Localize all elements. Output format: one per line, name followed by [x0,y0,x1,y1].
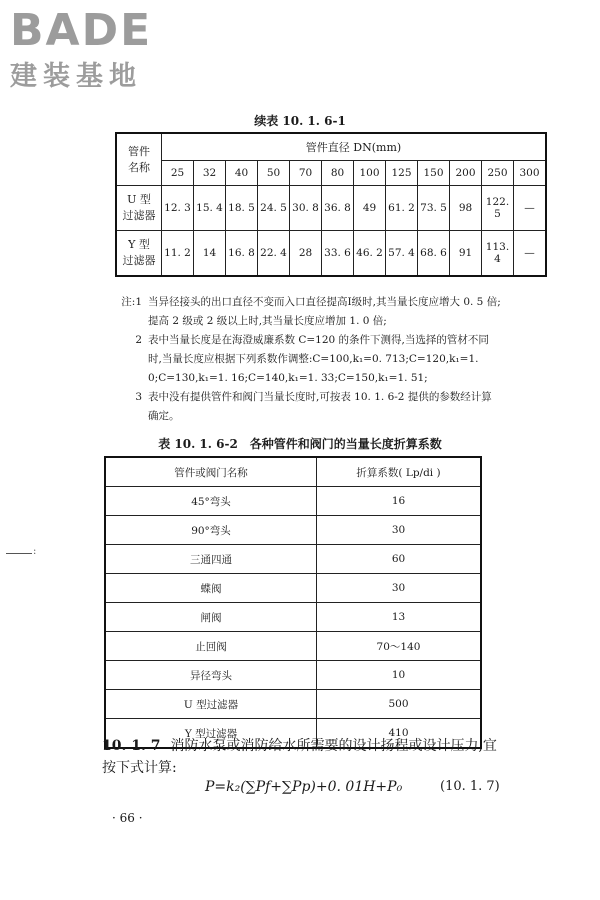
item-name: 止回阀 [105,632,317,661]
item-value: 70～140 [317,632,482,661]
logo-subtitle: 建装基地 [10,61,142,92]
value-cell: 11. 2 [162,231,194,277]
diameter-cell: 150 [418,161,450,186]
value-cell: 36. 8 [322,186,354,231]
value-cell: — [514,186,547,231]
item-value: 13 [317,603,482,632]
section-number: 10. 1. 7 [102,738,161,754]
col1-header: 管件 名称 [116,133,162,186]
diameter-cell: 80 [322,161,354,186]
item-value: 16 [317,487,482,516]
value-cell: 16. 8 [226,231,258,277]
value-cell: 22. 4 [258,231,290,277]
diameter-cell: 200 [450,161,482,186]
table-row [105,690,481,719]
note-item [116,388,502,426]
value-cell: 33. 6 [322,231,354,277]
logo [10,5,153,94]
table2-caption: 表 10. 1. 6-2 各种管件和阀门的当量长度折算系数 [158,437,442,451]
row-name: U 型 过滤器 [116,186,162,231]
value-cell: 61. 2 [386,186,418,231]
value-cell: 113. 4 [482,231,514,277]
value-cell: 91 [450,231,482,277]
note-number: 2 [135,334,142,346]
item-name: 异径弯头 [105,661,317,690]
diameter-cell: 300 [514,161,547,186]
item-name: Y 型过滤器 [105,719,317,749]
fitting-length-table [115,132,547,277]
row-name: Y 型 过滤器 [116,231,162,277]
table-row [105,487,481,516]
conversion-coefficient-table [104,456,482,749]
diameter-cell: 100 [354,161,386,186]
table-row [105,603,481,632]
section-text: 消防水泵或消防给水所需要的设计扬程或设计压力,宜按下式计算: [102,738,497,776]
note-number: 3 [135,391,142,403]
note-number: 注:1 [121,296,142,308]
note-text: 表中当量长度是在海澄威廉系数 C=120 的条件下测得,当选择的管材不同时,当量长度应根据下列系数作调整:C=100,k₁=0. 713;C=120,k₁=1. 0;C=130,k₁=1. 16;C=140,k₁=1. 33;C=150,k₁=1. 51; [148,334,489,384]
table-row [116,231,546,277]
value-cell: 46. 2 [354,231,386,277]
item-name: 三通四通 [105,545,317,574]
item-value: 30 [317,574,482,603]
diameter-cell: 32 [194,161,226,186]
diameter-cell: 250 [482,161,514,186]
value-cell: 12. 3 [162,186,194,231]
value-cell: 14 [194,231,226,277]
value-cell: 49 [354,186,386,231]
item-value: 60 [317,545,482,574]
formula: P=k₂(∑Pf+∑Pp)+0. 01H+P₀ [205,779,403,795]
note-item [116,331,502,388]
item-name: U 型过滤器 [105,690,317,719]
item-value: 500 [317,690,482,719]
item-value: 410 [317,719,482,749]
table1-caption: 续表 10. 1. 6-1 [254,114,346,128]
table-row [105,632,481,661]
diameter-cell: 125 [386,161,418,186]
equation-number: (10. 1. 7) [440,779,500,794]
value-cell: 122. 5 [482,186,514,231]
item-name: 90°弯头 [105,516,317,545]
section-paragraph [102,735,502,779]
note-item [116,293,502,331]
value-cell: — [514,231,547,277]
table-row [105,516,481,545]
table-notes [116,293,502,426]
table-header-row [105,457,481,487]
item-name: 45°弯头 [105,487,317,516]
item-name: 蝶阀 [105,574,317,603]
note-text: 表中没有提供管件和阀门当量长度时,可按表 10. 1. 6-2 提供的参数经计算确定。 [148,391,492,422]
item-name: 闸阀 [105,603,317,632]
header-cell: 折算系数( Lp/di ) [317,457,482,487]
diameter-header: 管件直径 DN(mm) [162,133,547,161]
table-row [105,545,481,574]
value-cell: 28 [290,231,322,277]
value-cell: 18. 5 [226,186,258,231]
diameter-cell: 70 [290,161,322,186]
value-cell: 73. 5 [418,186,450,231]
edge-marks: : [33,546,37,557]
value-cell: 24. 5 [258,186,290,231]
value-cell: 98 [450,186,482,231]
header-cell: 管件或阀门名称 [105,457,317,487]
item-value: 10 [317,661,482,690]
item-value: 30 [317,516,482,545]
diameter-cell: 40 [226,161,258,186]
logo-word: BADE [10,5,153,56]
table-row [116,186,546,231]
note-text: 当异径接头的出口直径不变而入口直径提高Ⅰ级时,其当量长度应增大 0. 5 倍;提高 2 级或 2 级以上时,其当量长度应增加 1. 0 倍; [148,296,501,327]
diameter-cell: 50 [258,161,290,186]
value-cell: 57. 4 [386,231,418,277]
value-cell: 15. 4 [194,186,226,231]
value-cell: 68. 6 [418,231,450,277]
edge-rule [6,553,32,554]
page-number: · 66 · [112,811,143,825]
value-cell: 30. 8 [290,186,322,231]
diameter-cell: 25 [162,161,194,186]
table-row [105,661,481,690]
table-row [105,574,481,603]
